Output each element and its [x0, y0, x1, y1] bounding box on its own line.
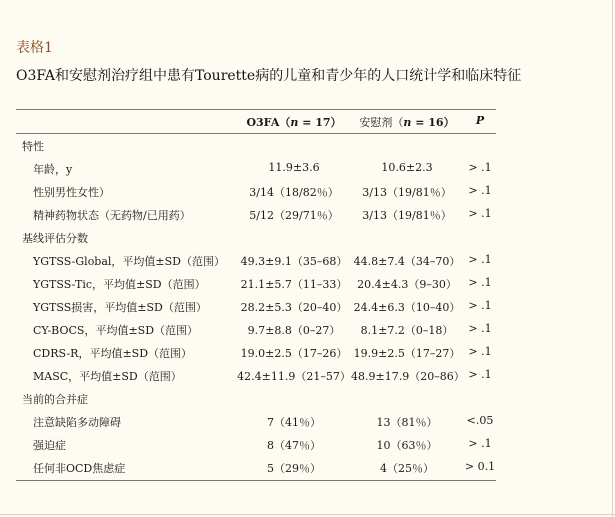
cell-placebo: 8.1±7.2（0–18） — [360, 324, 454, 337]
cell-p-value: > .1 — [468, 161, 492, 174]
table-top-rule — [16, 109, 496, 110]
cell-p-value: > .1 — [468, 322, 492, 335]
cell-o3fa: 9.7±8.8（0–27） — [247, 324, 341, 337]
section-header-row — [16, 134, 496, 157]
cell-o3fa: 42.4±11.9（21–57） — [237, 370, 351, 383]
cell-p-value: <.05 — [466, 414, 494, 427]
table-row — [16, 203, 496, 226]
cell-placebo: 3/13（19/81％） — [362, 186, 452, 199]
cell-p-value: > .1 — [468, 253, 492, 266]
row-label: CDRS-R，平均值±SD（范围） — [33, 347, 193, 360]
table-row — [16, 157, 496, 180]
table-row — [16, 180, 496, 203]
row-label: YGTSS损害，平均值±SD（范围） — [33, 301, 207, 314]
row-label: YGTSS-Global，平均值±SD（范围） — [33, 255, 225, 268]
cell-p-value: > .1 — [468, 437, 492, 450]
row-label: MASC，平均值±SD（范围） — [33, 370, 182, 383]
table-row — [16, 433, 496, 456]
section-label: 基线评估分数 — [22, 232, 88, 245]
cell-o3fa: 21.1±5.7（11–33） — [240, 278, 348, 291]
cell-placebo: 10（63％） — [376, 439, 438, 452]
row-label: 年龄，y — [33, 163, 73, 176]
table-row — [16, 295, 496, 318]
header-p-value: P — [475, 114, 485, 127]
section-label: 当前的合并症 — [22, 393, 88, 406]
cell-o3fa: 5（29％） — [267, 462, 321, 475]
cell-o3fa: 49.3±9.1（35–68） — [240, 255, 348, 268]
table-row — [16, 272, 496, 295]
cell-placebo: 10.6±2.3 — [381, 161, 433, 174]
section-label: 特性 — [22, 140, 44, 153]
row-label: CY-BOCS，平均值±SD（范围） — [33, 324, 199, 337]
cell-o3fa: 8（47％） — [267, 439, 321, 452]
cell-o3fa: 7（41％） — [267, 416, 321, 429]
page-border-bottom — [0, 514, 615, 515]
section-header-row — [16, 387, 496, 410]
table-row — [16, 249, 496, 272]
row-label: 任何非OCD焦虑症 — [33, 462, 126, 475]
table-label: 表格1 — [16, 40, 53, 56]
cell-p-value: > .1 — [468, 184, 492, 197]
section-header-row — [16, 226, 496, 249]
table-row — [16, 364, 496, 387]
cell-p-value: > .1 — [468, 299, 492, 312]
row-label: YGTSS-Tic，平均值±SD（范围） — [33, 278, 206, 291]
cell-placebo: 19.9±2.5（17–27） — [353, 347, 461, 360]
table-row — [16, 456, 496, 479]
table-row — [16, 341, 496, 364]
cell-p-value: > .1 — [468, 207, 492, 220]
table-title: O3FA和安慰剂治疗组中患有Tourette病的儿童和青少年的人口统计学和临床特征 — [16, 68, 522, 84]
cell-placebo: 24.4±6.3（10–40） — [353, 301, 461, 314]
cell-placebo: 48.9±17.9（20–86） — [351, 370, 465, 383]
cell-o3fa: 19.0±2.5（17–26） — [240, 347, 348, 360]
cell-o3fa: 28.2±5.3（20–40） — [240, 301, 348, 314]
cell-placebo: 20.4±4.3（9–30） — [357, 278, 457, 291]
table-bottom-rule — [16, 480, 496, 481]
cell-p-value: > 0.1 — [464, 460, 496, 473]
cell-p-value: > .1 — [468, 345, 492, 358]
table-row — [16, 410, 496, 433]
row-label: 注意缺陷多动障碍 — [33, 416, 121, 429]
table-row — [16, 318, 496, 341]
cell-o3fa: 11.9±3.6 — [268, 161, 320, 174]
cell-p-value: > .1 — [468, 276, 492, 289]
cell-placebo: 3/13（19/81％） — [362, 209, 452, 222]
cell-placebo: 44.8±7.4（34–70） — [353, 255, 461, 268]
row-label: 强迫症 — [33, 439, 66, 452]
cell-p-value: > .1 — [468, 368, 492, 381]
header-o3fa: O3FA（n = 17） — [246, 116, 342, 129]
row-label: 精神药物状态（无药物/已用药） — [33, 209, 191, 222]
cell-placebo: 13（81％） — [376, 416, 438, 429]
page-border-right — [612, 0, 613, 517]
cell-o3fa: 5/12（29/71％） — [249, 209, 339, 222]
cell-placebo: 4（25％） — [380, 462, 434, 475]
cell-o3fa: 3/14（18/82％） — [249, 186, 339, 199]
row-label: 性别男性女性） — [33, 186, 110, 199]
header-placebo: 安慰剂（n = 16） — [359, 116, 455, 129]
